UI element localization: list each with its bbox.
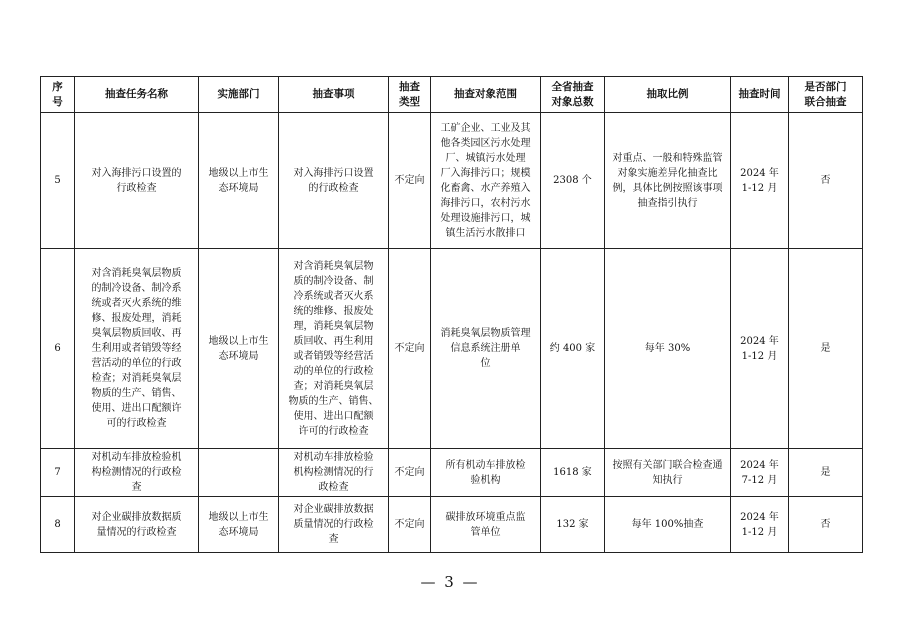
cell-time: 2024 年 7-12 月 [731,449,789,497]
header-item: 抽查事项 [279,77,389,113]
header-joint: 是否部门 联合抽查 [789,77,863,113]
cell-item: 对含消耗臭氧层物 质的制冷设备、制 冷系统或者灭火系 统的维修、报废处 理，消耗臭氧层物 质回收、再生利用 或者销毁等经营活 动的单位的行政检 查；对消耗臭氧层 物质的生产、销售、 使用、进出口配额 许可的行政检查 [279,249,389,449]
cell-scope: 所有机动车排放检 验机构 [431,449,541,497]
cell-task-name: 对入海排污口设置的 行政检查 [75,113,199,249]
cell-seq: 7 [41,449,75,497]
table-row [41,249,863,449]
cell-ratio: 按照有关部门联合检查通 知执行 [605,449,731,497]
inspection-table [40,76,863,553]
header-time: 抽查时间 [731,77,789,113]
cell-time: 2024 年 1-12 月 [731,249,789,449]
header-seq: 序 号 [41,77,75,113]
header-dept: 实施部门 [199,77,279,113]
cell-type: 不定向 [389,249,431,449]
cell-ratio: 对重点、一般和特殊监管 对象实施差异化抽查比 例，具体比例按照该事项 抽查指引执行 [605,113,731,249]
cell-time: 2024 年 1-12 月 [731,113,789,249]
cell-joint: 是 [789,249,863,449]
header-task-name: 抽查任务名称 [75,77,199,113]
table-row [41,113,863,249]
cell-total: 1618 家 [541,449,605,497]
cell-scope: 消耗臭氧层物质管理 信息系统注册单 位 [431,249,541,449]
header-ratio: 抽取比例 [605,77,731,113]
cell-time: 2024 年 1-12 月 [731,497,789,553]
cell-seq: 5 [41,113,75,249]
cell-ratio: 每年 30% [605,249,731,449]
cell-task-name: 对机动车排放检验机 构检测情况的行政检 查 [75,449,199,497]
cell-total: 132 家 [541,497,605,553]
cell-dept [199,449,279,497]
cell-task-name: 对含消耗臭氧层物质 的制冷设备、制冷系 统或者灭火系统的维 修、报废处理，消耗 臭氧层物质回收、再 生利用或者销毁等经 营活动的单位的行政 检查；对消耗臭氧层 物质的生产、销售、 使用、进出口配额许 可的行政检查 [75,249,199,449]
page-number: — 3 — [420,573,480,591]
header-type: 抽查 类型 [389,77,431,113]
cell-joint: 是 [789,449,863,497]
cell-type: 不定向 [389,497,431,553]
header-total: 全省抽查 对象总数 [541,77,605,113]
cell-joint: 否 [789,113,863,249]
cell-item: 对机动车排放检验 机构检测情况的行 政检查 [279,449,389,497]
cell-total: 2308 个 [541,113,605,249]
cell-scope: 碳排放环境重点监 管单位 [431,497,541,553]
cell-scope: 工矿企业、工业及其 他各类园区污水处理 厂、城镇污水处理 厂入海排污口；规模 化畜禽、水产养殖入 海排污口，农村污水 处理设施排污口，城 镇生活污水散排口 [431,113,541,249]
header-row [41,77,863,113]
cell-dept: 地级以上市生 态环境局 [199,113,279,249]
cell-dept: 地级以上市生 态环境局 [199,497,279,553]
cell-joint: 否 [789,497,863,553]
table-row [41,449,863,497]
cell-type: 不定向 [389,113,431,249]
cell-seq: 8 [41,497,75,553]
cell-item: 对入海排污口设置 的行政检查 [279,113,389,249]
cell-dept: 地级以上市生 态环境局 [199,249,279,449]
cell-ratio: 每年 100%抽查 [605,497,731,553]
cell-seq: 6 [41,249,75,449]
cell-item: 对企业碳排放数据 质量情况的行政检 查 [279,497,389,553]
cell-task-name: 对企业碳排放数据质 量情况的行政检查 [75,497,199,553]
table-row [41,497,863,553]
header-scope: 抽查对象范围 [431,77,541,113]
cell-total: 约 400 家 [541,249,605,449]
cell-type: 不定向 [389,449,431,497]
